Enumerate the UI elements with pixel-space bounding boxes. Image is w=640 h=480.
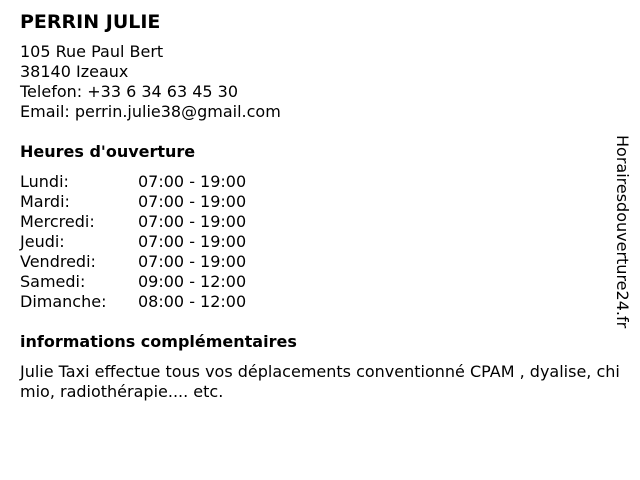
day-label: Mardi: — [20, 192, 70, 211]
hours-row-wednesday — [20, 212, 620, 232]
day-label: Vendredi: — [20, 252, 96, 271]
email-address: Email: perrin.julie38@gmail.com — [20, 102, 281, 121]
time-range: 07:00 - 19:00 — [138, 172, 247, 191]
hours-row-tuesday — [20, 192, 620, 212]
hours-row-monday — [20, 172, 620, 192]
phone-number: Telefon: +33 6 34 63 45 30 — [20, 82, 239, 101]
day-label: Samedi: — [20, 272, 86, 291]
hours-row-thursday — [20, 232, 620, 252]
hours-row-saturday — [20, 272, 620, 292]
day-label: Lundi: — [20, 172, 69, 191]
hours-heading: Heures d'ouverture — [20, 142, 196, 161]
day-label: Dimanche: — [20, 292, 107, 311]
day-label: Mercredi: — [20, 212, 95, 231]
address-city: 38140 Izeaux — [20, 62, 129, 81]
business-name: PERRIN JULIE — [20, 11, 161, 33]
time-range: 09:00 - 12:00 — [138, 272, 247, 291]
time-range: 07:00 - 19:00 — [138, 252, 247, 271]
hours-row-sunday — [20, 292, 620, 312]
info-description: Julie Taxi effectue tous vos déplacements conventionné CPAM , dyalise, chimio, radiothérapie.... etc. — [20, 362, 620, 401]
business-card — [20, 10, 620, 402]
time-range: 08:00 - 12:00 — [138, 292, 247, 311]
time-range: 07:00 - 19:00 — [138, 232, 247, 251]
opening-hours-table — [20, 172, 620, 312]
time-range: 07:00 - 19:00 — [138, 192, 247, 211]
day-label: Jeudi: — [20, 232, 65, 251]
address-street: 105 Rue Paul Bert — [20, 42, 164, 61]
hours-row-friday — [20, 252, 620, 272]
time-range: 07:00 - 19:00 — [138, 212, 247, 231]
site-watermark: Horairesdouverture24.fr — [613, 135, 632, 329]
info-heading: informations complémentaires — [20, 332, 297, 351]
